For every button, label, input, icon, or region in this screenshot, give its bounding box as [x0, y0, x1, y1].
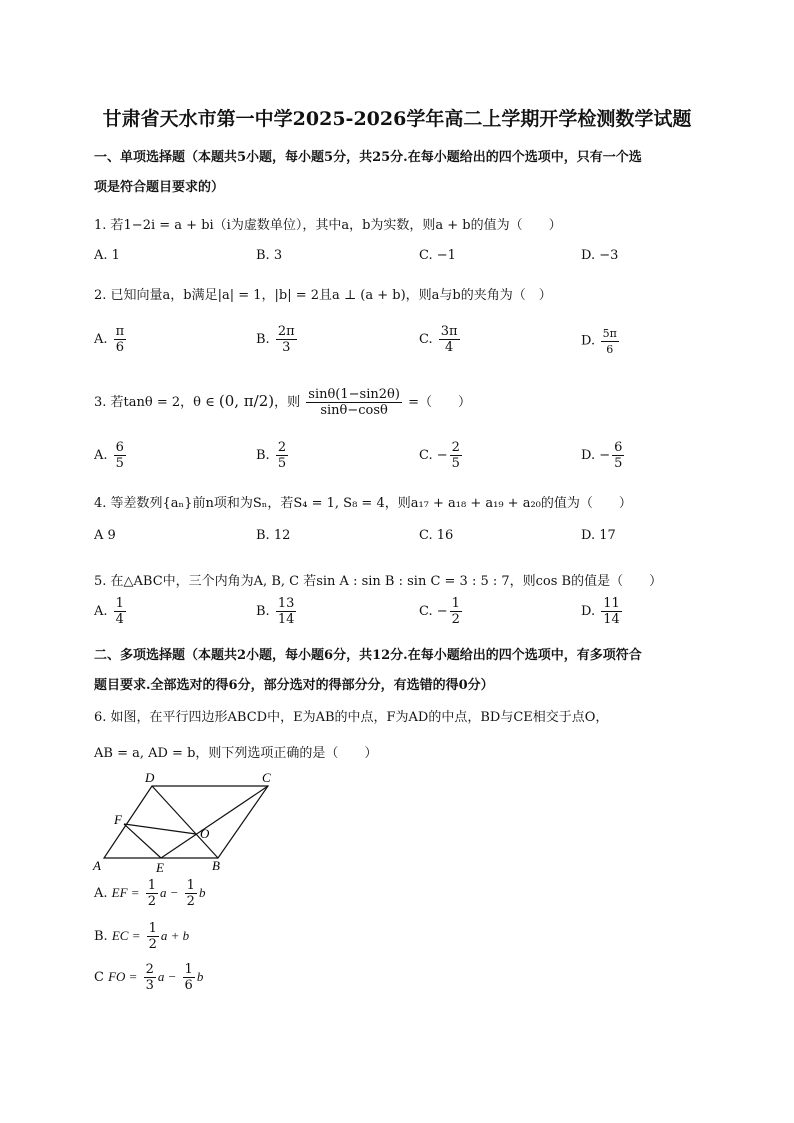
option-fraction — [147, 921, 159, 952]
option-fraction — [439, 324, 460, 355]
q4-option-b: B. 12 — [256, 528, 291, 543]
fraction-numerator: 1 — [186, 878, 195, 893]
q4-option-a: A 9 — [94, 528, 116, 543]
q2-option-c — [419, 324, 462, 355]
label-c: C — [262, 770, 271, 785]
label-b: B — [212, 858, 220, 873]
option-sign: − — [599, 448, 611, 463]
fraction-denominator: 5 — [451, 456, 460, 471]
fraction-numerator: π — [115, 324, 125, 339]
parallelogram-figure — [90, 768, 290, 876]
q1-option-c: C. −1 — [419, 248, 456, 263]
label-o: O — [200, 826, 210, 841]
parallelogram-abcd — [104, 786, 268, 858]
option-fraction — [450, 596, 462, 627]
option-label: C — [94, 970, 104, 985]
fraction-denominator: 5 — [277, 456, 287, 471]
option-label: B. — [256, 448, 270, 463]
fraction-numerator: 6 — [614, 440, 623, 455]
q5-option-d — [581, 596, 624, 627]
segment-ec — [161, 786, 268, 858]
option-term: b — [198, 885, 206, 900]
q2-option-a — [94, 324, 128, 355]
option-lhs: FO = — [108, 969, 138, 984]
q1-option-d: D. −3 — [581, 248, 619, 263]
option-fraction — [146, 878, 158, 909]
q6-option-c — [94, 962, 203, 993]
fraction-numerator: 1 — [147, 878, 156, 893]
option-label: C. — [419, 332, 433, 347]
q3-expression-fraction — [306, 387, 402, 418]
label-a: A — [93, 858, 101, 873]
q6-stem-line1: 6. 如图，在平行四边形ABCD中，E为AB的中点，F为AD的中点，BD与CE相交于点O， — [94, 710, 609, 725]
option-label: D. — [581, 604, 596, 619]
fraction-denominator: 4 — [445, 340, 454, 355]
option-fraction — [114, 324, 127, 355]
fraction-denominator: 5 — [115, 456, 124, 471]
fraction-numerator: 3π — [440, 324, 458, 339]
fraction-denominator: 5 — [614, 456, 623, 471]
option-label: A. — [94, 604, 108, 619]
q4-option-d: D. 17 — [581, 528, 616, 543]
option-lhs: EF = — [111, 885, 140, 900]
fraction-numerator: 2 — [277, 440, 287, 455]
fraction-numerator: 2 — [451, 440, 460, 455]
q3-mid: ，则 — [274, 395, 301, 410]
fraction-denominator: 14 — [603, 612, 620, 627]
label-f: F — [114, 812, 122, 827]
section1-heading-line2: 项是符合题目要求的） — [94, 180, 225, 195]
fraction-denominator: 2 — [148, 937, 157, 952]
option-label: A. — [94, 332, 108, 347]
fraction-denominator: 6 — [115, 340, 125, 355]
q3-stem — [94, 387, 471, 418]
fraction-denominator: 2 — [147, 894, 156, 909]
option-fraction — [276, 440, 288, 471]
fraction-denominator: 3 — [145, 978, 154, 993]
option-fraction — [276, 596, 297, 627]
option-label: A. — [94, 886, 108, 901]
option-label: D. — [581, 448, 596, 463]
q6-stem-line2: AB = a, AD = b，则下列选项正确的是（ ） — [94, 746, 378, 761]
option-sign: − — [436, 448, 448, 463]
option-fraction — [114, 596, 126, 627]
fraction-numerator: 1 — [148, 921, 157, 936]
option-term: a − — [157, 969, 177, 984]
option-fraction — [144, 962, 156, 993]
q2-option-d — [581, 326, 621, 357]
q5-option-a — [94, 596, 128, 627]
q3-suffix: =（ ） — [408, 395, 471, 410]
q3-option-a — [94, 440, 128, 471]
segment-db — [152, 786, 218, 858]
fraction-numerator: 1 — [451, 596, 460, 611]
fraction-denominator: 3 — [282, 340, 291, 355]
segment-fo — [124, 824, 196, 834]
fraction-denominator: 6 — [606, 343, 614, 356]
option-label: D. — [581, 333, 596, 349]
q1-option-a: A. 1 — [94, 248, 120, 263]
option-lhs: EC = — [111, 928, 141, 943]
section2-heading-line1: 二、多项选择题（本题共2小题，每小题6分，共12分.在每小题给出的四个选项中，有多项符合 — [94, 648, 642, 663]
option-fraction — [276, 324, 297, 355]
fraction-numerator: 13 — [277, 596, 295, 611]
section2-heading-line2: 题目要求.全部选对的得6分，部分选对的得部分分，有选错的得0分） — [94, 678, 494, 693]
segment-fe — [124, 824, 161, 858]
option-fraction — [185, 878, 197, 909]
fraction-numerator: 1 — [115, 596, 124, 611]
q6-option-b — [94, 921, 189, 952]
q4-stem: 4. 等差数列{aₙ}前n项和为Sₙ，若S₄ = 1, S₈ = 4，则a₁₇ + a₁₈ + a₁₉ + a₂₀的值为（ ） — [94, 496, 632, 511]
section1-heading-line1: 一、单项选择题（本题共5小题，每小题5分，共25分.在每小题给出的四个选项中，只有一个选 — [94, 150, 642, 165]
q3-interval: (0, π/2) — [218, 392, 275, 410]
option-label: B. — [94, 929, 108, 944]
fraction-denominator: 2 — [451, 612, 460, 627]
fraction-numerator: sinθ(1−sin2θ) — [308, 387, 400, 402]
option-label: C. — [419, 448, 433, 463]
q1-stem: 1. 若1−2i = a + bi（i为虚数单位），其中a，b为实数，则a + b的值为（ ） — [94, 218, 562, 233]
q5-option-b — [256, 596, 298, 627]
option-term: b — [196, 969, 204, 984]
fraction-denominator: 14 — [277, 612, 295, 627]
option-label: A. — [94, 448, 108, 463]
q3-option-c — [419, 440, 464, 471]
option-fraction — [601, 596, 622, 627]
option-fraction — [612, 440, 624, 471]
fraction-denominator: 6 — [184, 978, 193, 993]
fraction-denominator: 4 — [115, 612, 124, 627]
option-term: a + b — [160, 928, 190, 943]
q3-option-b — [256, 440, 290, 471]
option-fraction — [183, 962, 195, 993]
option-label: C. — [419, 604, 433, 619]
fraction-numerator: 2π — [277, 324, 295, 339]
q6-option-a — [94, 878, 205, 909]
option-label: B. — [256, 332, 270, 347]
fraction-denominator: sinθ−cosθ — [320, 403, 388, 418]
option-fraction — [450, 440, 462, 471]
q5-option-c — [419, 596, 464, 627]
fraction-numerator: 2 — [145, 962, 154, 977]
fraction-numerator: 5π — [602, 327, 617, 340]
q3-option-d — [581, 440, 626, 471]
fraction-numerator: 6 — [115, 440, 124, 455]
option-sign: − — [436, 604, 448, 619]
document-title: 甘肃省天水市第一中学2025-2026学年高二上学期开学检测数学试题 — [102, 108, 692, 130]
fraction-denominator: 2 — [186, 894, 195, 909]
fraction-numerator: 11 — [603, 596, 620, 611]
q2-stem: 2. 已知向量a，b满足|a| = 1，|b| = 2且a ⊥ (a + b)，则a与b的夹角为（ ） — [94, 288, 552, 303]
option-fraction — [114, 440, 126, 471]
q5-stem: 5. 在△ABC中，三个内角为A, B, C 若sin A : sin B : sin C = 3 : 5 : 7，则cos B的值是（ ） — [94, 574, 663, 589]
option-fraction — [601, 326, 619, 357]
label-d: D — [145, 770, 155, 785]
q1-option-b: B. 3 — [256, 248, 283, 263]
fraction-numerator: 1 — [184, 962, 193, 977]
q2-option-b — [256, 324, 299, 355]
option-term: a − — [160, 885, 179, 900]
q4-option-c: C. 16 — [419, 528, 454, 543]
label-e: E — [156, 860, 164, 875]
q3-prefix: 3. 若tanθ = 2，θ ∈ — [94, 395, 215, 410]
option-label: B. — [256, 604, 270, 619]
